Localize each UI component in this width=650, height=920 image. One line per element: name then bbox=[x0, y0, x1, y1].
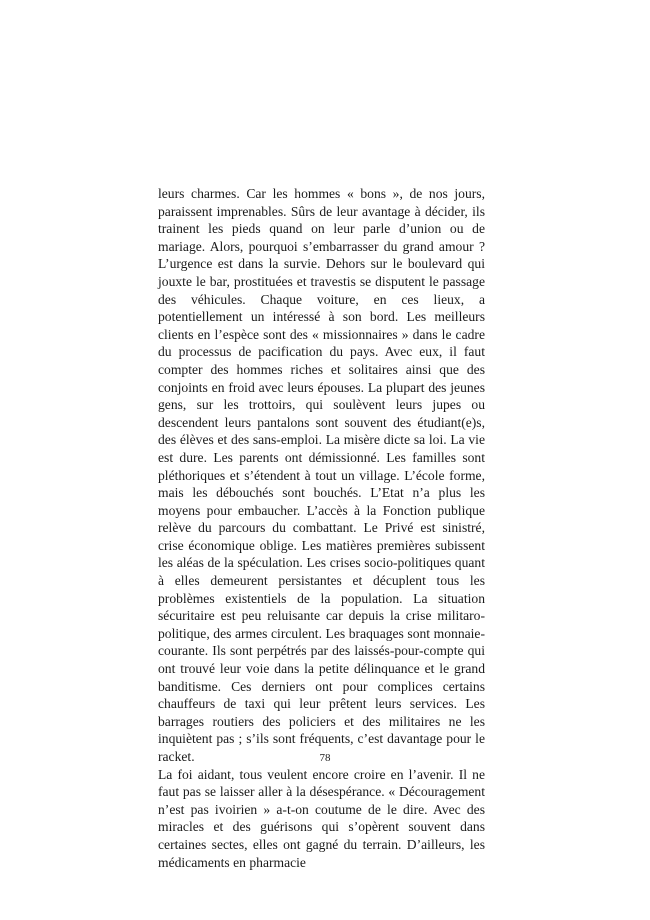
page-number: 78 bbox=[319, 752, 331, 764]
paragraph: leurs charmes. Car les hommes « bons », de nos jours, paraissent imprenables. Sûrs de leur avantage à décider, ils trainent les pieds quand on leur parle d’union ou de mariage. Alors, pourquoi s’embarrasser du grand amour ? L’urgence est dans la survie. Dehors sur le boulevard qui jouxte le bar, prostituées et travestis se disputent le passage des véhicules. Chaque voiture, en ces lieux, a potentiellement un intéressé à son bord. Les meilleurs clients en l’espèce sont des « missionnaires » dans le cadre du processus de pacification du pays. Avec eux, il faut compter des hommes riches et solitaires ainsi que des conjoints en froid avec leurs épouses. La plupart des jeunes gens, sur les trottoirs, qui soulèvent leurs jupes ou descendent leurs pantalons sont souvent des étudiant(e)s, des élèves et des sans-emploi. La misère dicte sa loi. La vie est dure. Les parents ont démissionné. Les familles sont pléthoriques et s’étendent à tout un village. L’école forme, mais les débouchés sont bouchés. L’Etat n’a plus les moyens pour embaucher. L’accès à la Fonction publique relève du parcours du combattant. Le Privé est sinistré, crise économique oblige. Les matières premières subissent les aléas de la spéculation. Les crises socio-politiques quant à elles demeurent persistantes et décuplent tous les problèmes existentiels de la population. La situation sécuritaire est peu reluisante car depuis la crise militaro-politique, des armes circulent. Les braquages sont monnaie-courante. Ils sont perpétrés par des laissés-pour-compte qui ont trouvé leur voie dans la petite délinquance et le grand banditisme. Ces derniers ont pour complices certains chauffeurs de taxi qui leur prêtent leurs services. Les barrages routiers des policiers et des militaires ne les inquiètent pas ; s’ils sont fréquents, c’est davantage pour le racket. bbox=[158, 186, 485, 764]
paragraph: La foi aidant, tous veulent encore croire en l’avenir. Il ne faut pas se laisser aller à la désespérance. « Découragement n’est pas ivoirien » a-t-on coutume de le dire. Avec des miracles et des guérisons qui s’opèrent souvent dans certaines sectes, elles ont gagné du terrain. D’ailleurs, les médicaments en pharmacie bbox=[158, 766, 485, 870]
body-text bbox=[158, 185, 485, 871]
